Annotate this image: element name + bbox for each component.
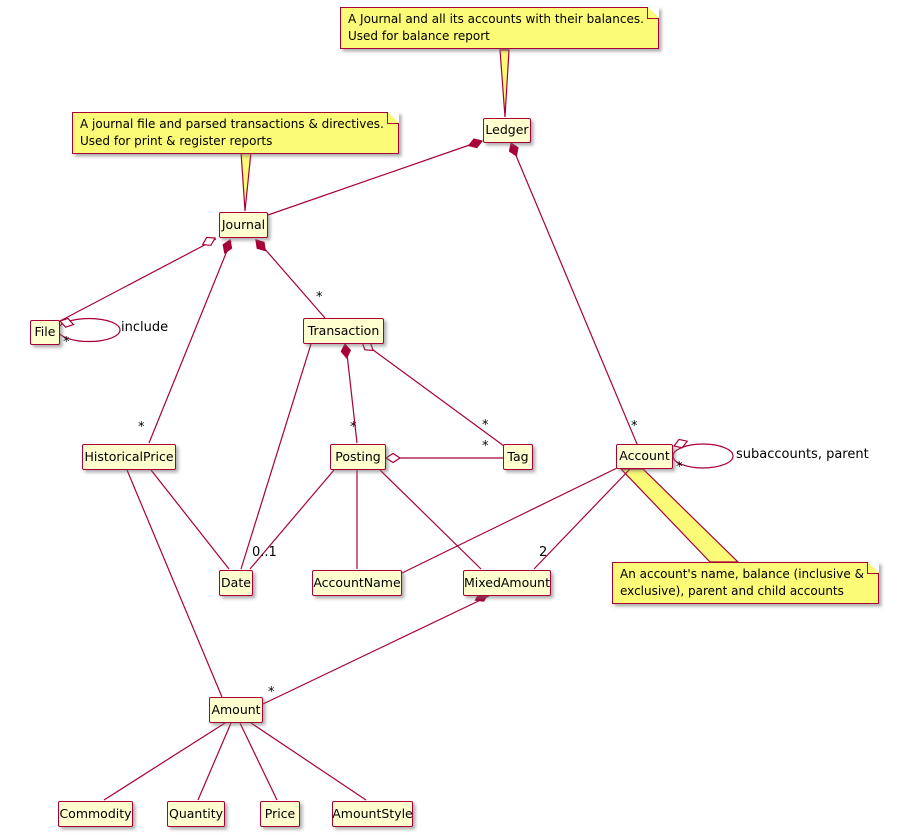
- edge-transaction-date: [241, 344, 311, 569]
- class-posting: Posting: [330, 444, 386, 470]
- composition-diamond-transaction-posting: [341, 343, 352, 358]
- aggregation-diamond-posting-tag: [386, 454, 400, 463]
- note-fold-icon: [647, 7, 659, 19]
- multiplicity-journal-transaction: *: [316, 290, 323, 305]
- multiplicity-transaction-tag: *: [482, 418, 489, 433]
- class-date: Date: [219, 570, 253, 596]
- class-amountstyle: AmountStyle: [332, 801, 413, 827]
- class-ledger: Ledger: [483, 118, 531, 143]
- class-tag: Tag: [503, 444, 533, 470]
- class-price: Price: [260, 801, 300, 827]
- class-amount: Amount: [209, 697, 263, 723]
- composition-diamond-ledger-journal: [467, 137, 483, 150]
- class-commodity: Commodity: [58, 801, 133, 827]
- edge-ledger-account: [512, 146, 637, 444]
- edge-account-mixedamount: [534, 469, 630, 569]
- multiplicity-journal-historicalprice: *: [138, 420, 145, 435]
- multiplicity-ledger-account: *: [631, 419, 638, 434]
- multiplicity-mixedamount-amount: *: [268, 685, 275, 700]
- class-account: Account: [616, 444, 673, 469]
- note-journal-line2: Used for print & register reports: [80, 134, 273, 148]
- note-journal: [72, 112, 399, 154]
- class-accountname: AccountName: [312, 570, 402, 596]
- edge-journal-file: [60, 239, 216, 321]
- note-pointer-account: [621, 469, 738, 562]
- class-transaction: Transaction: [303, 318, 384, 344]
- edge-amount-price: [240, 723, 277, 800]
- class-mixedamount: MixedAmount: [463, 570, 551, 596]
- note-account: [612, 562, 879, 604]
- note-account-line1: An account's name, balance (inclusive &: [620, 567, 864, 581]
- edge-historicalprice-amount: [127, 470, 222, 697]
- edge-mixedamount-amount: [263, 596, 489, 704]
- note-journal-line1: A journal file and parsed transactions & directives.: [80, 117, 384, 131]
- composition-diamond-ledger-account: [507, 141, 521, 157]
- note-ledger-line2: Used for balance report: [348, 29, 490, 43]
- composition-diamond-journal-historicalprice: [221, 238, 235, 254]
- edge-amount-commodity: [104, 723, 225, 800]
- label-account-subaccounts-parent: subaccounts, parent: [736, 447, 869, 462]
- edge-posting-mixedamount: [380, 470, 481, 569]
- label-file-include: include: [121, 320, 169, 335]
- note-fold-icon: [387, 112, 399, 124]
- edge-amount-quantity: [198, 723, 231, 800]
- class-journal: Journal: [219, 212, 268, 238]
- aggregation-diamond-file-include: [59, 317, 75, 329]
- class-file: File: [30, 320, 60, 345]
- note-ledger: [340, 7, 659, 49]
- multiplicity-account-subaccounts: *: [676, 460, 683, 475]
- note-ledger-line1: A Journal and all its accounts with their balances.: [348, 12, 644, 26]
- multiplicity-file-include: *: [63, 335, 70, 350]
- note-fold-icon: [867, 562, 879, 574]
- multiplicity-transaction-posting: *: [350, 420, 357, 435]
- multiplicity-posting-tag: *: [482, 439, 489, 454]
- multiplicity-posting-date: 0..1: [252, 545, 277, 560]
- class-historicalprice: HistoricalPrice: [82, 444, 176, 470]
- multiplicity-account-mixedamount: 2: [539, 545, 548, 560]
- edge-account-accountname: [402, 468, 617, 573]
- edge-amount-amountstyle: [251, 723, 366, 800]
- edge-journal-transaction: [257, 240, 325, 318]
- note-pointer-ledger: [500, 50, 509, 117]
- class-quantity: Quantity: [167, 801, 225, 827]
- note-pointer-journal: [241, 152, 251, 211]
- edge-journal-historicalprice: [149, 241, 231, 443]
- note-account-line2: exclusive), parent and child accounts: [620, 584, 844, 598]
